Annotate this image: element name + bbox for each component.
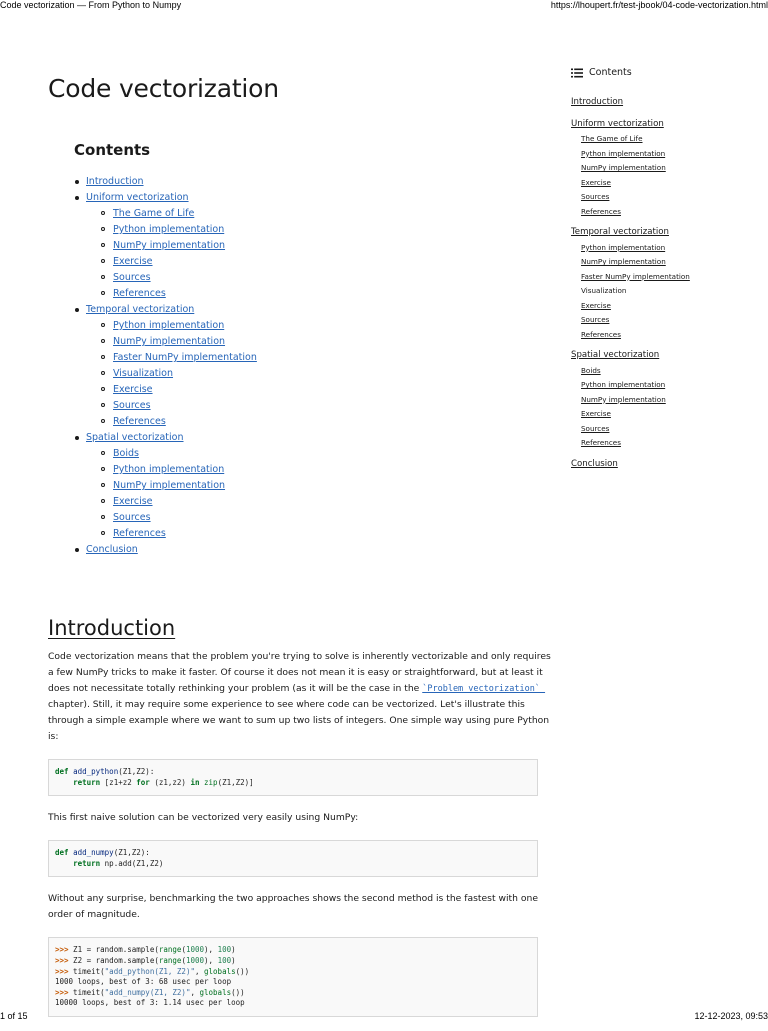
side-toc-link[interactable]: Spatial vectorization [571, 350, 660, 360]
toc-subitem [86, 350, 553, 366]
code-token: np.add(Z1,Z2) [100, 858, 164, 868]
toc-link[interactable]: Conclusion [86, 544, 138, 555]
side-toc-link[interactable]: Temporal vectorization [571, 227, 669, 237]
intro-text: Code vectorization means that the problem you're trying to solve is inherently vectorizable and only requires a few NumPy tricks to make it faster. Of course it does not mean it is easy or straightforward, but at least it does not necessitate totally rethinking your problem (as it will be the case in the [48, 651, 551, 694]
side-toc-sublink[interactable]: NumPy implementation [581, 163, 666, 172]
toc-subitem [86, 510, 553, 526]
side-toc-item [571, 89, 761, 111]
code-prompt: >>> [55, 955, 69, 965]
code-token: ), [204, 945, 218, 955]
toc-subitem [86, 222, 553, 238]
secondary-toc [571, 66, 761, 472]
toc-subitem [86, 206, 553, 222]
toc-subitem [86, 254, 553, 270]
side-toc-sublink[interactable]: Sources [581, 192, 610, 201]
code-block-add-numpy[interactable] [48, 840, 538, 877]
code-token: timeit( [68, 987, 105, 997]
code-token: (Z1,Z2): [113, 848, 150, 858]
code-token: Z2 = random.sample( [68, 955, 159, 965]
toc-subitem [86, 238, 553, 254]
toc-sublist [86, 318, 553, 430]
side-toc-sublist [571, 241, 761, 343]
print-datetime: 12-12-2023, 09:53 [694, 1011, 768, 1021]
side-toc-sublink[interactable]: References [581, 438, 621, 447]
side-toc-sublink[interactable]: The Game of Life [581, 134, 643, 143]
code-token: 1000 [185, 945, 205, 955]
side-toc-sublink[interactable]: Exercise [581, 300, 611, 310]
side-toc-sublink[interactable]: Python implementation [581, 380, 666, 389]
code-token: ()) [235, 966, 250, 976]
side-toc-sublink[interactable]: Exercise [581, 409, 611, 418]
toc-subitem [86, 526, 553, 542]
code-token: def [55, 767, 69, 776]
side-toc-item [571, 219, 761, 342]
problem-vectorization-link[interactable]: `Problem vectorization`_ [422, 684, 546, 694]
print-footer [0, 1010, 768, 1022]
code-token: add_python [73, 767, 119, 776]
side-toc-sublink[interactable]: Python implementation [581, 242, 666, 252]
toc-link[interactable]: Uniform vectorization [86, 192, 189, 203]
code-block-add-python[interactable] [48, 759, 538, 796]
introduction-heading: Introduction [48, 616, 176, 640]
toc-subitem [86, 398, 553, 414]
toc-item [74, 430, 553, 542]
side-toc-sublink[interactable]: Sources [581, 315, 610, 324]
toc-sublink[interactable]: NumPy implementation [113, 240, 226, 251]
toc-sublink[interactable]: NumPy implementation [113, 480, 226, 491]
print-page-title: Code vectorization — From Python to Numpy [0, 0, 182, 10]
toc-subitem [86, 478, 553, 494]
print-url: https://lhoupert.fr/test-jbook/04-code-vectorization.html [550, 0, 768, 10]
intro-text: chapter). Still, it may require some experience to see where code can be vectorized. Let's illustrate this through a simple example where we want to sum up two lists of integers. One simple way using pure Python is: [48, 699, 550, 742]
side-toc-sublink[interactable]: Sources [581, 423, 610, 433]
side-toc-sublist [571, 364, 761, 451]
page-title: Code vectorization [48, 74, 279, 103]
toc-sublink[interactable]: Python implementation [113, 320, 225, 331]
code-token: Z1 = random.sample( [68, 945, 159, 955]
side-toc-sublink[interactable]: Exercise [581, 177, 611, 187]
contents-block [74, 140, 553, 558]
code-token: def [55, 848, 69, 858]
contents-list [74, 174, 553, 558]
secondary-toc-header [571, 66, 761, 80]
code-token: , [194, 966, 205, 976]
side-toc-sublink[interactable]: Python implementation [581, 148, 666, 158]
code-prompt: >>> [55, 987, 69, 997]
code-token: in [190, 777, 200, 787]
side-toc-link[interactable]: Conclusion [571, 458, 618, 469]
toc-sublist [86, 446, 553, 542]
toc-sublist [86, 206, 553, 302]
secondary-toc-title: Contents [589, 67, 632, 78]
side-toc-sublink[interactable]: References [581, 329, 621, 339]
code-token: "add_python(Z1, Z2)" [104, 966, 195, 976]
code-token: for [136, 777, 150, 787]
side-toc-subitem-plain: Visualization [581, 286, 627, 295]
code-token: return [73, 777, 101, 787]
code-output: 1000 loops, best of 3: 68 usec per loop [55, 977, 232, 987]
toc-sublink[interactable]: References [113, 288, 166, 299]
code-token: 100 [217, 955, 232, 965]
intro-paragraph-1 [48, 649, 553, 745]
code-token: ( [181, 955, 186, 965]
toc-subitem [86, 318, 553, 334]
code-token: 100 [217, 945, 232, 955]
toc-sublink[interactable]: The Game of Life [113, 208, 195, 219]
toc-item [74, 542, 553, 558]
print-header [0, 0, 768, 12]
intro-paragraph-3: Without any surprise, benchmarking the two approaches shows the second method is the fastest with one order of magnitude. [48, 893, 538, 921]
toc-item [74, 174, 553, 190]
toc-subitem [86, 270, 553, 286]
toc-link[interactable]: Temporal vectorization [86, 304, 195, 315]
side-toc-item [571, 342, 761, 451]
code-token: ) [231, 955, 236, 965]
code-token: zip [204, 777, 218, 787]
toc-sublink[interactable]: Sources [113, 512, 151, 523]
side-toc-item [571, 451, 761, 473]
side-toc-sublist [571, 132, 761, 219]
code-token: 1000 [185, 955, 205, 965]
code-token: ( [181, 945, 186, 955]
toc-item [74, 190, 553, 302]
toc-sublink[interactable]: Sources [113, 400, 151, 411]
code-token: range [158, 955, 182, 965]
toc-subitem [86, 366, 553, 382]
code-token: ()) [231, 987, 245, 997]
code-token: (Z1,Z2): [118, 767, 155, 776]
toc-sublink[interactable]: References [113, 416, 166, 427]
code-token: globals [204, 966, 236, 976]
side-toc-link[interactable]: Introduction [571, 97, 624, 107]
toc-sublink[interactable]: References [113, 528, 166, 539]
page-number: 1 of 15 [0, 1011, 28, 1021]
code-token: return [73, 858, 101, 868]
intro-paragraph-2: This first naive solution can be vectorized very easily using NumPy: [48, 812, 359, 824]
main-content [48, 70, 553, 1031]
toc-subitem [86, 382, 553, 398]
code-token: ), [204, 955, 218, 965]
side-toc-link[interactable]: Uniform vectorization [571, 118, 664, 129]
toc-item [74, 302, 553, 430]
code-token: "add_numpy(Z1, Z2)" [104, 987, 191, 997]
toc-subitem [86, 334, 553, 350]
side-toc-sublink[interactable]: NumPy implementation [581, 394, 666, 404]
code-prompt: >>> [55, 966, 69, 976]
side-toc-item [571, 111, 761, 220]
code-token: [z1+z2 [100, 777, 137, 787]
toc-link[interactable]: Spatial vectorization [86, 432, 184, 443]
toc-sublink[interactable]: Python implementation [113, 464, 225, 475]
side-toc-sublink[interactable]: Faster NumPy implementation [581, 271, 690, 281]
code-token: (Z1,Z2)] [217, 777, 254, 787]
toc-sublink[interactable]: Boids [113, 448, 139, 459]
toc-sublink[interactable]: Exercise [113, 496, 153, 507]
code-token: range [158, 945, 182, 955]
code-token: globals [199, 987, 232, 997]
code-token: add_numpy [73, 848, 114, 858]
side-toc-sublink[interactable]: Boids [581, 365, 601, 375]
toc-subitem [86, 446, 553, 462]
contents-heading: Contents [74, 141, 151, 159]
toc-sublink[interactable]: NumPy implementation [113, 336, 226, 347]
code-token: ) [231, 945, 236, 955]
code-prompt: >>> [55, 945, 69, 955]
toc-subitem [86, 286, 553, 302]
code-block-benchmark[interactable] [48, 937, 538, 1017]
list-icon [571, 68, 583, 78]
toc-sublink[interactable]: Faster NumPy implementation [113, 352, 257, 363]
toc-subitem [86, 414, 553, 430]
toc-sublink[interactable]: Sources [113, 272, 151, 283]
toc-sublink[interactable]: Exercise [113, 256, 153, 267]
side-toc-sublink[interactable]: NumPy implementation [581, 257, 666, 266]
toc-sublink[interactable]: Python implementation [113, 224, 225, 235]
code-token: timeit( [68, 966, 105, 976]
toc-sublink[interactable]: Exercise [113, 384, 153, 395]
code-token: (z1,z2) [149, 777, 191, 787]
secondary-toc-list [571, 89, 761, 472]
toc-subitem [86, 462, 553, 478]
toc-subitem [86, 494, 553, 510]
code-output: 10000 loops, best of 3: 1.14 usec per loop [55, 998, 245, 1008]
toc-sublink[interactable]: Visualization [113, 368, 174, 379]
toc-link[interactable]: Introduction [86, 176, 144, 187]
side-toc-sublink[interactable]: References [581, 206, 621, 216]
code-token: , [190, 987, 200, 997]
